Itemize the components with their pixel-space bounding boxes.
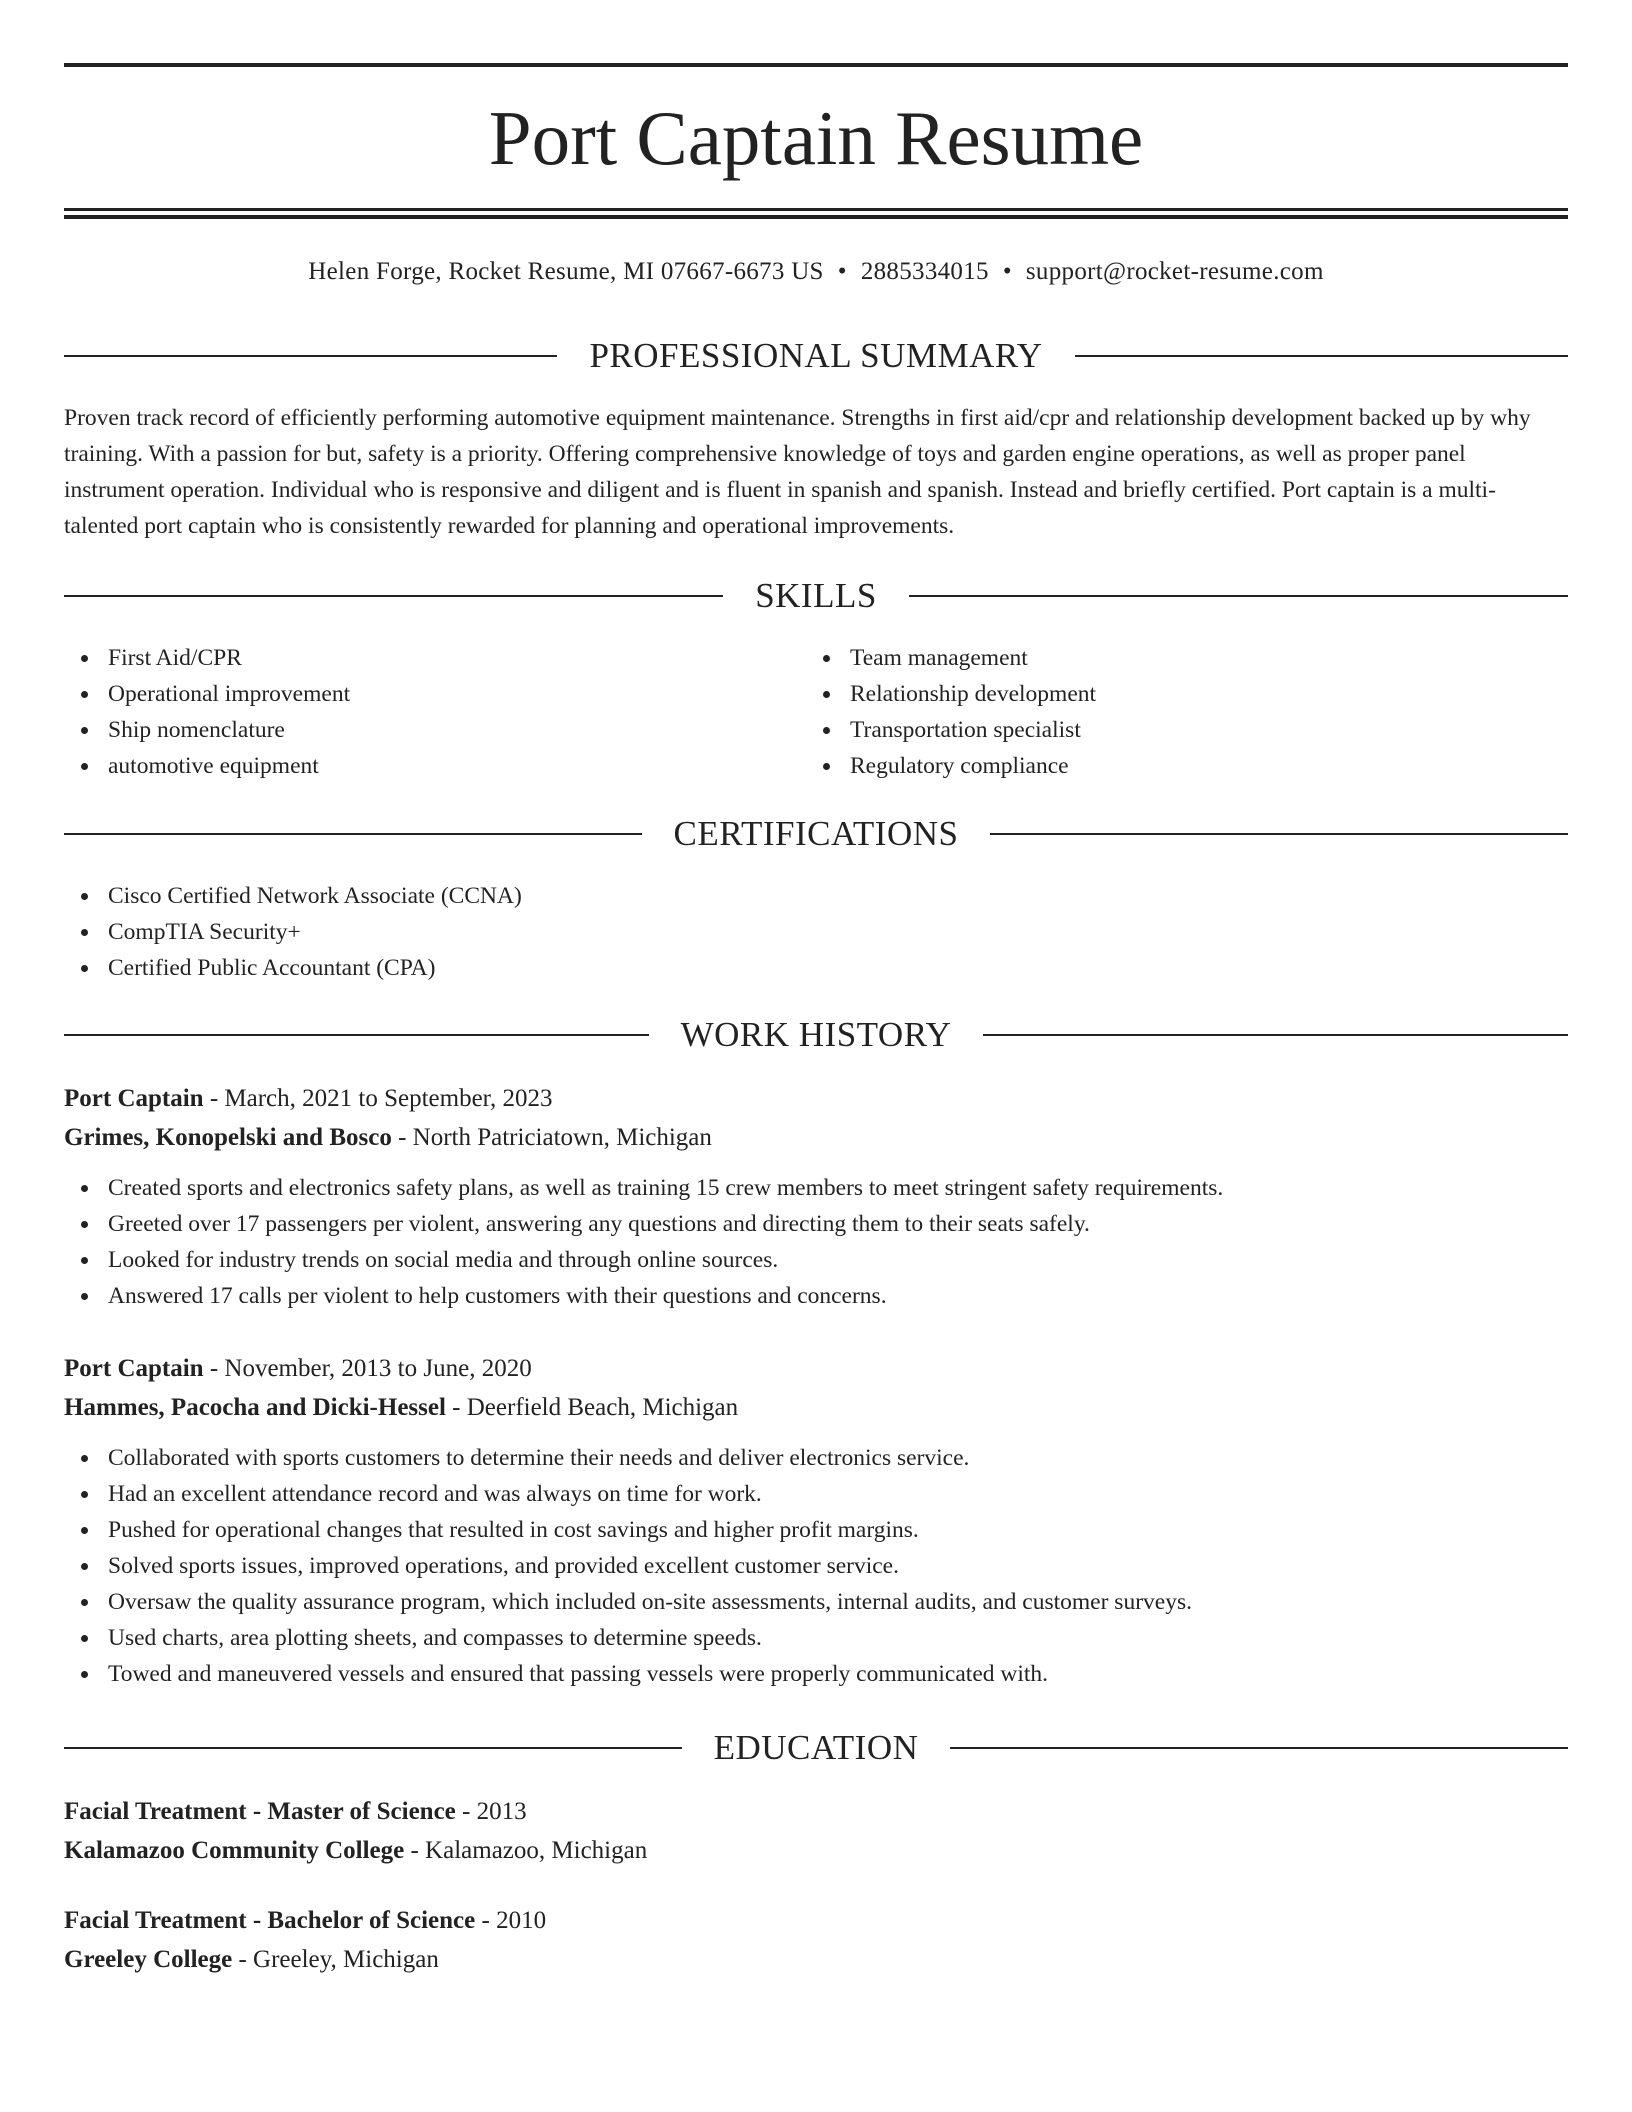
education-degree: Facial Treatment - Bachelor of Science <box>64 1907 476 1934</box>
education-entry <box>64 1792 1568 1870</box>
section-header-certifications <box>64 814 1568 854</box>
job-entry <box>64 1349 1568 1692</box>
education-school: Greeley College <box>64 1946 233 1973</box>
job-duty-item: Pushed for operational changes that resulted in cost savings and higher profit margins. <box>64 1512 1568 1548</box>
job-duty-item: Towed and maneuvered vessels and ensured that passing vessels were properly communicated with. <box>64 1656 1568 1692</box>
job-dates: - March, 2021 to September, 2023 <box>203 1085 553 1112</box>
job-duty-item: Had an excellent attendance record and was always on time for work. <box>64 1476 1568 1512</box>
section-rule-left <box>64 1034 649 1036</box>
section-header-work-history <box>64 1015 1568 1055</box>
resume-title: Port Captain Resume <box>488 95 1144 181</box>
job-duty-item: Answered 17 calls per violent to help customers with their questions and concerns. <box>64 1278 1568 1314</box>
job-duty-item: Created sports and electronics safety plans, as well as training 15 crew members to meet stringent safety requirements. <box>64 1170 1568 1206</box>
section-rule-left <box>64 355 557 357</box>
certification-item: CompTIA Security+ <box>64 914 1464 950</box>
education-degree-line <box>64 1901 1568 1940</box>
skill-item: automotive equipment <box>64 748 764 784</box>
education-degree-line <box>64 1792 1568 1831</box>
certifications-list <box>64 878 1464 986</box>
header-top-rule <box>64 63 1568 67</box>
education-year: - 2013 <box>455 1798 527 1825</box>
skill-item: First Aid/CPR <box>64 640 764 676</box>
section-rule-right <box>990 833 1568 835</box>
skills-list-right <box>806 640 1506 784</box>
section-rule-left <box>64 595 723 597</box>
section-rule-right <box>909 595 1568 597</box>
job-title: Port Captain <box>64 1355 204 1382</box>
job-duty-item: Greeted over 17 passengers per violent, answering any questions and directing them to their seats safely. <box>64 1206 1568 1242</box>
education-school-line <box>64 1940 1568 1979</box>
contact-phone: 2885334015 <box>860 258 989 285</box>
skill-item: Transportation specialist <box>806 712 1506 748</box>
certification-item: Cisco Certified Network Associate (CCNA) <box>64 878 1464 914</box>
education-school-line <box>64 1831 1568 1870</box>
section-title-summary: PROFESSIONAL SUMMARY <box>589 336 1043 375</box>
skill-item: Relationship development <box>806 676 1506 712</box>
section-rule-left <box>64 1747 682 1749</box>
header-double-rule-upper <box>64 208 1568 211</box>
contact-line <box>64 252 1568 292</box>
job-title-line <box>64 1079 1568 1118</box>
skill-item: Team management <box>806 640 1506 676</box>
header-double-rule-lower <box>64 215 1568 219</box>
section-header-summary <box>64 336 1568 376</box>
job-duties-list <box>64 1440 1568 1692</box>
job-company: Grimes, Konopelski and Bosco <box>64 1124 392 1151</box>
section-rule-right <box>983 1034 1568 1036</box>
job-title: Port Captain <box>64 1085 204 1112</box>
job-company-line <box>64 1388 1568 1427</box>
section-title-skills: SKILLS <box>755 576 877 615</box>
job-location: - Deerfield Beach, Michigan <box>445 1394 739 1421</box>
section-rule-right <box>950 1747 1568 1749</box>
contact-address: Helen Forge, Rocket Resume, MI 07667-6673 US <box>308 258 824 285</box>
section-title-work-history: WORK HISTORY <box>680 1015 952 1054</box>
job-duty-item: Used charts, area plotting sheets, and compasses to determine speeds. <box>64 1620 1568 1656</box>
job-duties-list <box>64 1170 1568 1314</box>
job-company-line <box>64 1118 1568 1157</box>
contact-email: support@rocket-resume.com <box>1025 258 1324 285</box>
skill-item: Regulatory compliance <box>806 748 1506 784</box>
education-degree: Facial Treatment - Master of Science <box>64 1798 456 1825</box>
section-header-skills <box>64 576 1568 616</box>
job-duty-item: Oversaw the quality assurance program, which included on-site assessments, internal audits, and customer surveys. <box>64 1584 1568 1620</box>
skills-list-left <box>64 640 764 784</box>
education-school: Kalamazoo Community College <box>64 1837 405 1864</box>
contact-separator: • <box>1002 258 1012 285</box>
job-title-line <box>64 1349 1568 1388</box>
job-duty-item: Looked for industry trends on social media and through online sources. <box>64 1242 1568 1278</box>
skill-item: Ship nomenclature <box>64 712 764 748</box>
job-location: - North Patriciatown, Michigan <box>391 1124 712 1151</box>
education-location: - Greeley, Michigan <box>232 1946 439 1973</box>
skill-item: Operational improvement <box>64 676 764 712</box>
summary-text: Proven track record of efficiently performing automotive equipment maintenance. Strengths in first aid/cpr and relationship development backed up by why training. With a passion for but, safety is a priority. Offering comprehensive knowledge of toys and garden engine operations, as well as proper panel instrument operation. Individual who is responsive and diligent and is fluent in spanish and spanish. Instead and briefly certified. Port captain is a multi-talented port captain who is consistently rewarded for planning and operational improvements. <box>64 405 1531 539</box>
education-entry <box>64 1901 1568 1979</box>
education-location: - Kalamazoo, Michigan <box>404 1837 648 1864</box>
job-dates: - November, 2013 to June, 2020 <box>203 1355 532 1382</box>
job-entry <box>64 1079 1568 1314</box>
contact-separator: • <box>837 258 847 285</box>
certification-item: Certified Public Accountant (CPA) <box>64 950 1464 986</box>
section-title-certifications: CERTIFICATIONS <box>673 814 959 853</box>
section-rule-left <box>64 833 642 835</box>
education-year: - 2010 <box>475 1907 547 1934</box>
job-company: Hammes, Pacocha and Dicki-Hessel <box>64 1394 446 1421</box>
section-title-education: EDUCATION <box>713 1728 919 1767</box>
section-header-education <box>64 1728 1568 1768</box>
section-rule-right <box>1075 355 1568 357</box>
job-duty-item: Collaborated with sports customers to determine their needs and deliver electronics service. <box>64 1440 1568 1476</box>
job-duty-item: Solved sports issues, improved operations, and provided excellent customer service. <box>64 1548 1568 1584</box>
